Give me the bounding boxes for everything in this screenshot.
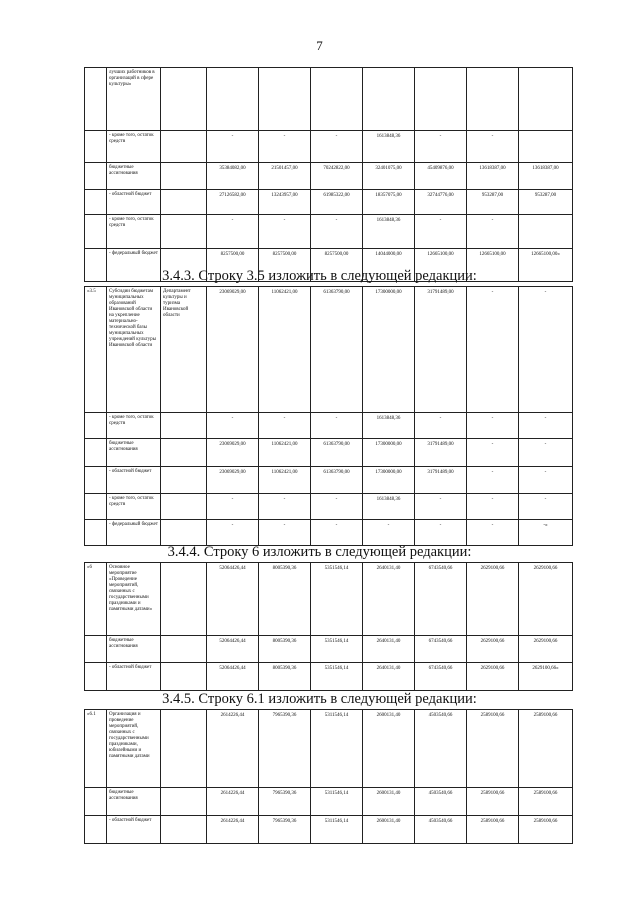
value-cell: 1613848,36 [363,413,415,439]
value-cell: - [207,131,259,163]
row-executor-cell [161,467,207,494]
value-cell: 2640131,40 [363,563,415,636]
value-cell: 5311546,14 [311,816,363,844]
row-name-cell: - кроме того, остаток средств [107,215,161,249]
value-cell: 31791489,00 [415,467,467,494]
value-cell: 4503540,66 [415,816,467,844]
value-cell: 13618387,00 [519,163,573,190]
row-name-cell: Субсидии бюджетам муниципальных образований Ивановской области на укрепление материально-технической базы муниципальных учреждений культуры Ивановской области [107,287,161,413]
row-code-cell [85,190,107,215]
value-cell: - [259,215,311,249]
value-cell: 8005390,36 [259,563,311,636]
value-cell: - [519,287,573,413]
row-name-cell: - федеральный бюджет [107,249,161,282]
table-row [85,563,573,636]
row-executor-cell [161,663,207,691]
row-name-cell: - кроме того, остаток средств [107,413,161,439]
value-cell: 5311546,14 [311,788,363,816]
value-cell: 31791489,00 [415,287,467,413]
value-cell: - [467,467,519,494]
value-cell: 8005390,36 [259,636,311,663]
row-executor-cell [161,190,207,215]
value-cell: 2600131,40 [363,788,415,816]
row-code-cell [85,467,107,494]
table-section-4 [84,709,573,844]
value-cell: 35384082,00 [207,163,259,190]
value-cell: 5351546,14 [311,663,363,691]
value-cell: 2600131,40 [363,816,415,844]
row-name-cell: - областной бюджет [107,663,161,691]
value-cell: 8257500,00 [311,249,363,282]
value-cell [311,68,363,131]
table-row [85,663,573,691]
value-cell: - [519,439,573,467]
value-cell [207,68,259,131]
row-name-cell: бюджетные ассигнования [107,163,161,190]
row-code-cell [85,413,107,439]
value-cell: - [363,520,415,546]
value-cell: - [519,467,573,494]
row-executor-cell [161,563,207,636]
value-cell: - [311,215,363,249]
row-executor-cell [161,163,207,190]
value-cell: 17300000,00 [363,439,415,467]
value-cell: 2600131,40 [363,710,415,788]
row-code-cell [85,816,107,844]
value-cell: 61363790,00 [311,439,363,467]
value-cell: 2589100,66 [519,816,573,844]
value-cell: - [311,520,363,546]
row-name-cell: бюджетные ассигнования [107,636,161,663]
value-cell [259,68,311,131]
row-executor-cell [161,439,207,467]
page-number: 7 [316,38,323,53]
table-section-3 [84,562,573,691]
value-cell: 5351546,14 [311,563,363,636]
value-cell: 45409876,00 [415,163,467,190]
value-cell: - [467,131,519,163]
value-cell: 27126582,00 [207,190,259,215]
value-cell: 17300000,00 [363,467,415,494]
value-cell: 61363790,00 [311,287,363,413]
value-cell: 13243957,00 [259,190,311,215]
value-cell: 8257500,00 [207,249,259,282]
value-cell: 7965390,36 [259,788,311,816]
table-row [85,636,573,663]
value-cell [519,215,573,249]
value-cell: 12665100,00» [519,249,573,282]
table-row [85,439,573,467]
value-cell: 5311546,14 [311,710,363,788]
value-cell: - [415,494,467,520]
table-row [85,816,573,844]
table-section-2 [84,286,573,546]
table-row [85,68,573,131]
value-cell: 2614226,44 [207,816,259,844]
value-cell: 11062421,00 [259,439,311,467]
value-cell: 52064426,44 [207,636,259,663]
row-code-cell [85,439,107,467]
row-code-cell: «6.1 [85,710,107,788]
row-name-cell: Организация и проведение мероприятий, связанных с государственными праздниками, юбилейными и памятными датами [107,710,161,788]
row-executor-cell [161,816,207,844]
value-cell: - [415,131,467,163]
table-row [85,163,573,190]
row-executor-cell: Департамент культуры и туризма Ивановской области [161,287,207,413]
value-cell: - [207,413,259,439]
value-cell: 32401075,00 [363,163,415,190]
value-cell: 2589100,66 [467,788,519,816]
row-executor-cell [161,413,207,439]
row-code-cell: «6 [85,563,107,636]
value-cell: 2589100,66 [519,710,573,788]
value-cell: 61985322,00 [311,190,363,215]
value-cell: 2640131,40 [363,636,415,663]
value-cell: 21501457,00 [259,163,311,190]
value-cell [415,68,467,131]
value-cell: - [467,413,519,439]
row-code-cell [85,494,107,520]
row-name-cell: бюджетные ассигнования [107,439,161,467]
value-cell: - [207,215,259,249]
row-name-cell: - областной бюджет [107,816,161,844]
table-section-1 [84,67,573,282]
row-code-cell [85,215,107,249]
value-cell: 2629100,66 [519,636,573,663]
row-name-cell: - федеральный бюджет [107,520,161,546]
value-cell: 1613848,36 [363,131,415,163]
value-cell: - [467,215,519,249]
value-cell: - [207,494,259,520]
value-cell: 8257500,00 [259,249,311,282]
table-row [85,467,573,494]
value-cell: - [519,413,573,439]
value-cell: 23069029,00 [207,467,259,494]
row-name-cell: - областной бюджет [107,467,161,494]
value-cell: - [259,413,311,439]
value-cell [519,68,573,131]
value-cell: 2629100,66» [519,663,573,691]
row-name-cell: бюджетные ассигнования [107,788,161,816]
value-cell: - [415,413,467,439]
row-code-cell [85,163,107,190]
value-cell: 8005390,36 [259,663,311,691]
table-row [85,413,573,439]
value-cell: 6743540,66 [415,636,467,663]
table-row [85,494,573,520]
table-row [85,710,573,788]
row-executor-cell [161,710,207,788]
row-name-cell: - кроме того, остаток средств [107,494,161,520]
value-cell: 6743540,66 [415,663,467,691]
value-cell [363,68,415,131]
value-cell: 23069029,00 [207,439,259,467]
value-cell: - [259,494,311,520]
value-cell: 2589100,66 [519,788,573,816]
heading-section-2: 3.4.3. Строку 3.5 изложить в следующей редакции: [162,268,477,284]
row-code-cell [85,131,107,163]
value-cell: 11062421,00 [259,467,311,494]
value-cell: - [259,131,311,163]
value-cell [519,131,573,163]
value-cell: 2614226,44 [207,710,259,788]
value-cell: 2589100,66 [467,816,519,844]
value-cell: - [519,494,573,520]
row-code-cell [85,520,107,546]
row-name-cell: лучших работников в организаций в сфере культуры» [107,68,161,131]
heading-section-3: 3.4.4. Строку 6 изложить в следующей редакции: [167,544,472,560]
value-cell: 23069029,00 [207,287,259,413]
heading-section-4: 3.4.5. Строку 6.1 изложить в следующей редакции: [162,691,477,707]
row-name-cell: - областной бюджет [107,190,161,215]
value-cell: 52064426,44 [207,663,259,691]
value-cell: - [415,215,467,249]
value-cell: 2589100,66 [467,710,519,788]
value-cell: - [207,520,259,546]
table-row [85,520,573,546]
value-cell: 12665100,00 [467,249,519,282]
value-cell: 17300000,00 [363,287,415,413]
value-cell [467,68,519,131]
row-code-cell [85,663,107,691]
value-cell: 70242822,00 [311,163,363,190]
value-cell: 61363790,00 [311,467,363,494]
row-code-cell [85,788,107,816]
value-cell: 13618387,00 [467,163,519,190]
value-cell: 4503540,66 [415,788,467,816]
row-executor-cell [161,520,207,546]
value-cell: - [311,131,363,163]
row-executor-cell [161,636,207,663]
row-code-cell [85,636,107,663]
row-executor-cell [161,68,207,131]
value-cell: 1613848,36 [363,215,415,249]
value-cell: 7965390,36 [259,816,311,844]
value-cell: 2640131,40 [363,663,415,691]
value-cell: - [311,413,363,439]
value-cell: 2629100,66 [467,636,519,663]
value-cell: - [311,494,363,520]
value-cell: 2629100,66 [467,563,519,636]
row-name-cell: Основное мероприятие «Проведение мероприятий, связанных с государственными праздниками и памятными датами» [107,563,161,636]
value-cell: - [259,520,311,546]
value-cell: - [467,439,519,467]
value-cell: 953287,00 [467,190,519,215]
value-cell: 32744776,00 [415,190,467,215]
value-cell: - [467,494,519,520]
row-code-cell [85,68,107,131]
table-row [85,215,573,249]
value-cell: 31791489,00 [415,439,467,467]
value-cell: - [415,520,467,546]
value-cell: -» [519,520,573,546]
row-executor-cell [161,494,207,520]
value-cell: 14044000,00 [363,249,415,282]
row-executor-cell [161,131,207,163]
table-row [85,287,573,413]
value-cell: 1613848,36 [363,494,415,520]
value-cell: 6743540,66 [415,563,467,636]
table-row [85,190,573,215]
value-cell: 953287,00 [519,190,573,215]
value-cell: 11062421,00 [259,287,311,413]
value-cell: 18357075,00 [363,190,415,215]
value-cell: - [467,287,519,413]
table-row [85,131,573,163]
row-code-cell: «3.5 [85,287,107,413]
row-name-cell: - кроме того, остаток средств [107,131,161,163]
row-executor-cell [161,215,207,249]
value-cell: - [467,520,519,546]
row-executor-cell [161,788,207,816]
value-cell: 12665100,00 [415,249,467,282]
value-cell: 2614226,44 [207,788,259,816]
value-cell: 2629100,66 [519,563,573,636]
table-row [85,788,573,816]
value-cell: 4503540,66 [415,710,467,788]
value-cell: 2629100,66 [467,663,519,691]
value-cell: 5351546,14 [311,636,363,663]
value-cell: 7965390,36 [259,710,311,788]
value-cell: 52064426,44 [207,563,259,636]
